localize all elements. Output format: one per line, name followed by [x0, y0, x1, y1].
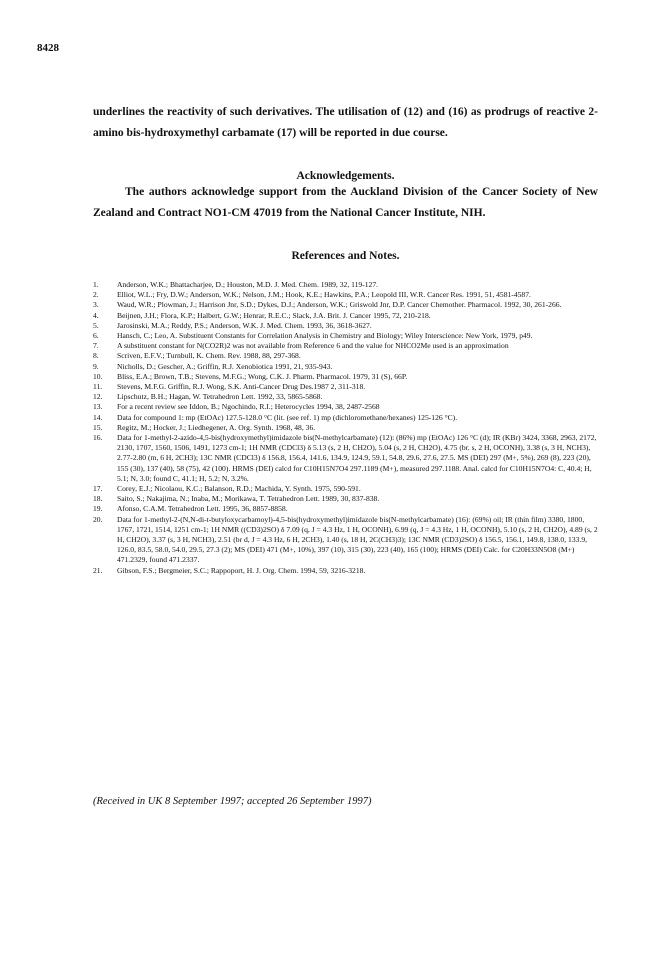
- reference-number: 16.: [93, 433, 103, 443]
- reference-item: [93, 392, 598, 402]
- reference-text: Bliss, E.A.; Brown, T.B.; Stevens, M.F.G.; Wong, C.K. J. Pharm. Pharmacol. 1979, 31 (S), 66P.: [117, 371, 408, 381]
- reference-item: [93, 331, 598, 341]
- acknowledgements-heading: Acknowledgements.: [296, 170, 395, 182]
- reference-item: [93, 494, 598, 504]
- reference-number: 4.: [93, 310, 99, 320]
- reference-item: [93, 515, 598, 566]
- reference-text: Lipschutz, B.H.; Hagan, W. Tetrahedron Lett. 1992, 33, 5865-5868.: [117, 392, 323, 402]
- reference-number: 7.: [93, 341, 99, 351]
- reference-text: For a recent review see Iddon, B.; Ngochindo, R.I.; Heterocycles 1994, 38, 2487-2568: [117, 402, 380, 412]
- page-number: 8428: [37, 42, 59, 54]
- received-line: (Received in UK 8 September 1997; accepted 26 September 1997): [93, 796, 372, 807]
- reference-text: Gibson, F.S.; Bergmeier, S.C.; Rappoport, H. J. Org. Chem. 1994, 59, 3216-3218.: [117, 565, 366, 575]
- reference-number: 14.: [93, 412, 103, 422]
- acknowledgements-text: The authors acknowledge support from the Auckland Division of the Cancer Society of New Zealand and Contract NO1-CM 47019 from the National Cancer Institute, NIH.: [93, 186, 598, 219]
- reference-item: [93, 413, 598, 423]
- reference-item: [93, 382, 598, 392]
- reference-item: [93, 341, 598, 351]
- reference-item: [93, 484, 598, 494]
- reference-text: A substituent constant for N(CO2R)2 was not available from Reference 6 and the value for NHCO2Me used is an approximation: [117, 341, 509, 351]
- reference-item: [93, 321, 598, 331]
- reference-text: Stevens, M.F.G. Griffin, R.J. Wong, S.K. Anti-Cancer Drug Des.1987 2, 311-318.: [117, 382, 366, 392]
- reference-number: 9.: [93, 361, 99, 371]
- reference-number: 19.: [93, 504, 103, 514]
- reference-item: [93, 433, 598, 484]
- reference-number: 1.: [93, 280, 99, 289]
- reference-number: 6.: [93, 331, 99, 341]
- reference-text: Data for 1-methyl-2-(N,N-di-t-butyloxycarbamoyl)-4,5-bis(hydroxymethyl)imidazole bis(N-methylcarbamate) (16): (69%) oil; IR (thin film) 3380, 1800, 1767, 1721, 1514, 1251 cm-1; 1H NMR ((CD3)2SO) δ 7.09 (q, J = 4.3 Hz, 1 H, OCONH), 6.99 (q, J = 4.3 Hz, 1 H, OCONH), 5.10 (s, 2 H, CH2O), 4.89 (s, 2 H, CH2O), 3.37 (s, 3 H, NCH3), 2.51 (br d, J = 4.3 Hz, 6 H, 2CH3), 1.40 (s, 18 H, 2C(CH3)3); 13C NMR (CD3)2SO) δ 156.5, 156.1, 149.8, 138.0, 133.9, 126.0, 83.5, 58.0, 54.0, 29.5, 27.3 (2); MS (DEI) 471 (M+, 10%), 397 (10), 315 (30), 223 (40), 165 (100); HRMS (DEI) Calc. for C20H33N5O8 (M+) 471.2329, found 471.2337.: [117, 514, 598, 565]
- reference-text: Jarosinski, M.A.; Reddy, P.S.; Anderson, W.K. J. Med. Chem. 1993, 36, 3618-3627.: [117, 320, 372, 330]
- reference-number: 2.: [93, 290, 99, 300]
- reference-item: [93, 290, 598, 300]
- reference-number: 3.: [93, 300, 99, 310]
- reference-number: 18.: [93, 494, 103, 504]
- reference-item: [93, 372, 598, 382]
- reference-text: Nicholls, D.; Gescher, A.; Griffin, R.J. Xenobiotica 1991, 21, 935-943.: [117, 361, 333, 371]
- references-list: [93, 280, 598, 576]
- reference-text: Data for compound 1: mp (EtOAc) 127.5-128.0 °C (lit. (see ref. 1) mp (dichloromethane/hexanes) 125-126 °C).: [117, 412, 458, 422]
- reference-number: 20.: [93, 514, 103, 524]
- reference-number: 10.: [93, 371, 103, 381]
- acknowledgements-body: [93, 182, 598, 224]
- intro-paragraph: underlines the reactivity of such derivatives. The utilisation of (12) and (16) as prodrugs of reactive 2-amino bis-hydroxymethyl carbamate (17) will be reported in due course.: [93, 106, 598, 139]
- references-heading: References and Notes.: [291, 250, 400, 262]
- reference-text: Beijnen, J.H.; Flora, K.P.; Halbert, G.W.; Henrar, R.E.C.; Slack, J.A. Brit. J. Cancer 1995, 72, 210-218.: [117, 310, 431, 320]
- reference-text: Elliot, W.L.; Fry, D.W.; Anderson, W.K.; Nelson, J.M.; Hook, K.E.; Hawkins, P.A.; Leopold III, W.R. Cancer Res. 1991, 51, 4581-4587.: [117, 290, 531, 300]
- reference-number: 11.: [93, 382, 103, 392]
- reference-number: 15.: [93, 422, 103, 432]
- reference-text: Anderson, W.K.; Bhattacharjee, D.; Houston, M.D. J. Med. Chem. 1989, 32, 119-127.: [117, 280, 379, 289]
- reference-item: [93, 362, 598, 372]
- reference-item: [93, 402, 598, 412]
- reference-number: 17.: [93, 484, 103, 494]
- reference-text: Regitz, M.; Hocker, J.; Liedhegener, A. Org. Synth. 1968, 48, 36.: [117, 422, 316, 432]
- reference-text: Hansch, C.; Leo, A. Substituent Constants for Correlation Analysis in Chemistry and Biology; Wiley Interscience: New York, 1979, p49.: [117, 331, 533, 341]
- reference-item: [93, 280, 598, 290]
- reference-item: [93, 423, 598, 433]
- reference-text: Waud, W.R.; Plowman, J.; Harrison Jnr, S.D.; Dykes, D.J.; Anderson, W.K.; Griswold Jnr, D.P. Cancer Chemother. Pharmacol. 1992, 30, 261-266.: [117, 300, 562, 310]
- reference-number: 13.: [93, 402, 103, 412]
- reference-item: [93, 566, 598, 576]
- reference-text: Saito, S.; Nakajima, N.; Inaba, M.; Morikawa, T. Tetrahedron Lett. 1989, 30, 837-838.: [117, 494, 380, 504]
- reference-number: 21.: [93, 565, 103, 575]
- reference-number: 8.: [93, 351, 99, 361]
- reference-text: Afonso, C.A.M. Tetrahedron Lett. 1995, 36, 8857-8858.: [117, 504, 288, 514]
- reference-item: [93, 504, 598, 514]
- reference-text: Data for 1-methyl-2-azido-4,5-bis(hydroxymethyl)imidazole bis(N-methylcarbamate) (12): (86%) mp (EtOAc) 126 °C (d); IR (KBr) 3424, 3368, 2963, 2172, 2130, 1707, 1560, 1506, 1491, 1273 cm-1; 1H NMR (CDCl3) δ 5.13 (s, 2 H, CH2O), 5.04 (s, 2 H, CH2O), 4.75 (br. s, 2 H, OCONH), 3.38 (s, 3 H, NCH3), 2.77-2.80 (m, 6 H, 2CH3); 13C NMR (CDCl3) δ 156.8, 156.4, 141.6, 134.9, 124.9, 59.1, 54.8, 29.6, 27.6, 27.5. MS (DEI) 297 (M+, 5%), 269 (8), 223 (20), 155 (30), 137 (40), 58 (75), 42 (100). HRMS (DEI) calcd for C10H15N7O4 297.1189 (M+), measured 297.1188. Anal. calcd for C10H15N7O4: C, 40.4; H, 5.1; N, 3.0; found C, 41.1; H, 5.2; N, 3.2%.: [117, 433, 597, 483]
- reference-item: [93, 351, 598, 361]
- reference-number: 12.: [93, 392, 103, 402]
- reference-item: [93, 311, 598, 321]
- reference-text: Scriven, E.F.V.; Turnbull, K. Chem. Rev. 1988, 88, 297-368.: [117, 351, 301, 361]
- reference-text: Corey, E.J.; Nicolaou, K.C.; Balanson, R.D.; Machida, Y. Synth. 1975, 590-591.: [117, 484, 361, 494]
- reference-item: [93, 300, 598, 310]
- reference-number: 5.: [93, 320, 99, 330]
